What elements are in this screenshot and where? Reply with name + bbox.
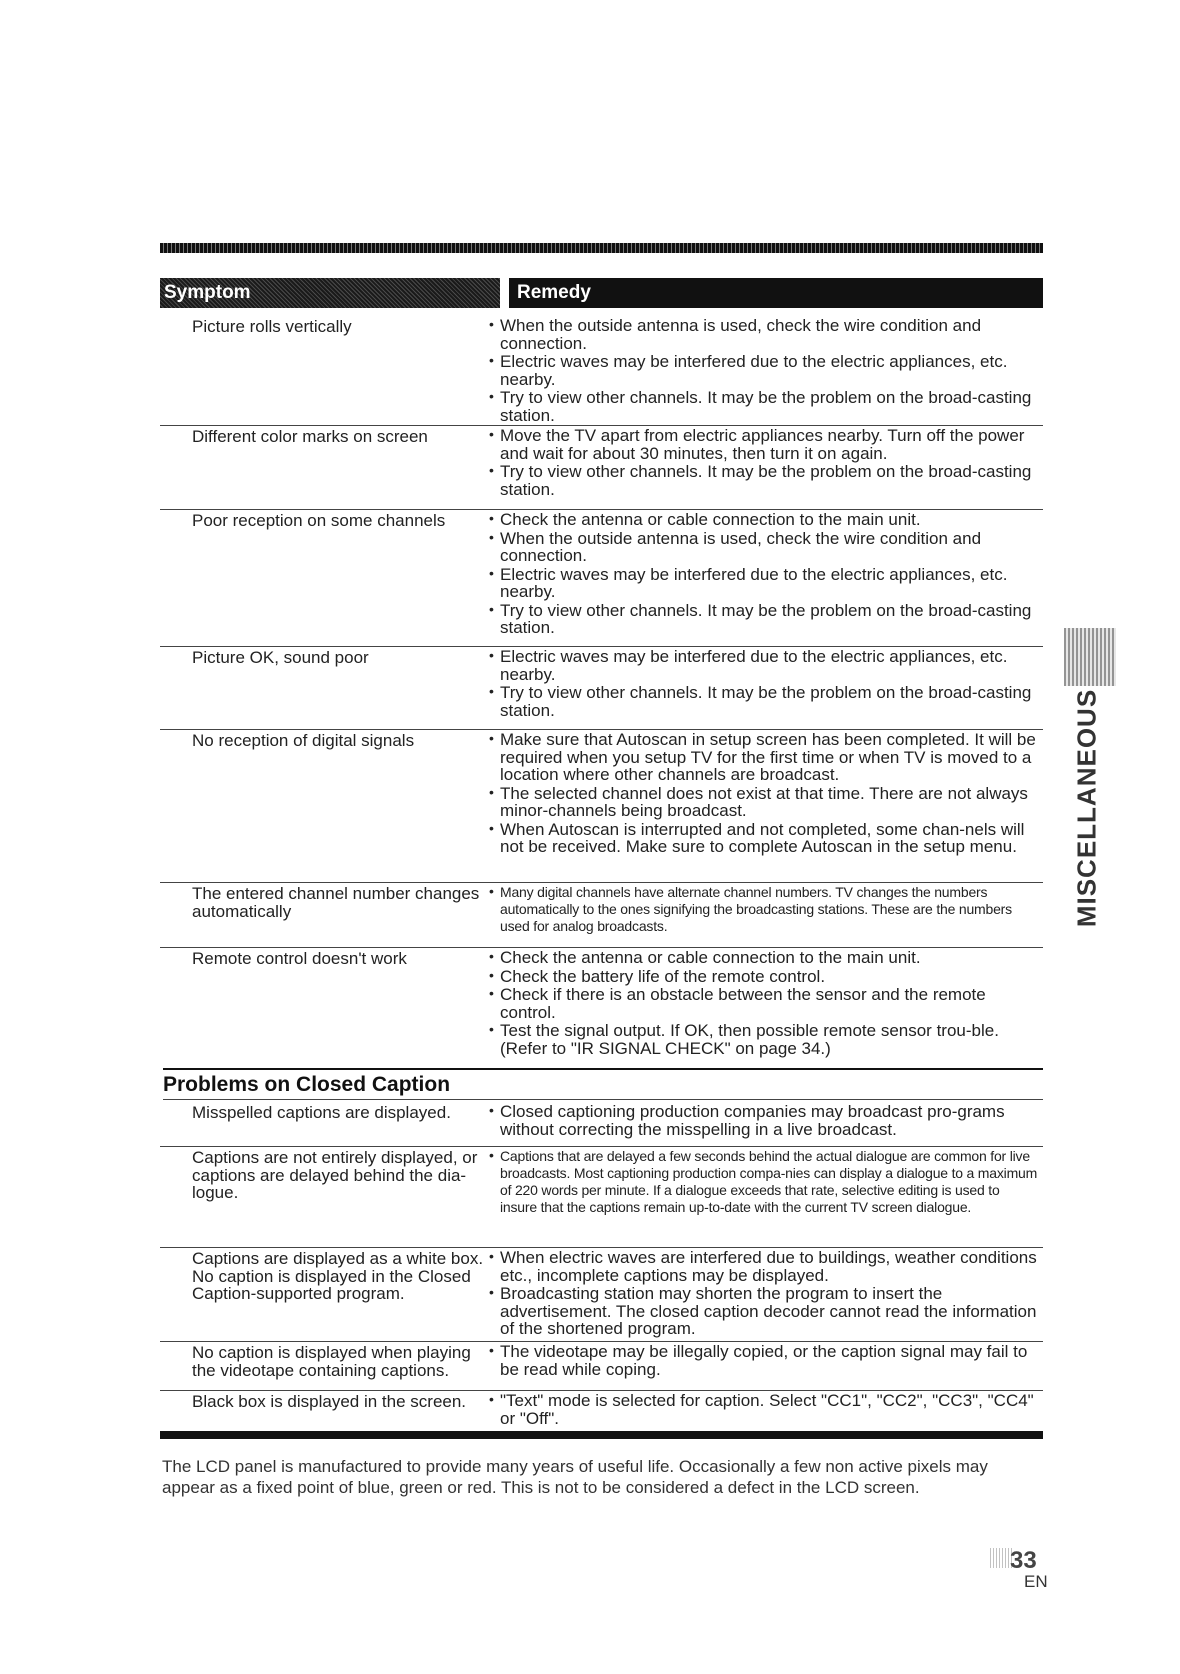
- symptom-cell: Picture OK, sound poor: [192, 648, 369, 667]
- remedy-item: • "Text" mode is selected for caption. Select "CC1", "CC2", "CC3", "CC4" or "Off".: [484, 1391, 1039, 1427]
- remedy-item: • Make sure that Autoscan in setup screen has been completed. It will be required when you setup TV for the first time or when TV is moved to a location where other channels are broadcast.: [484, 730, 1039, 784]
- remedy-item: • When Autoscan is interrupted and not completed, some chan-nels will not be received. Make sure to complete Autoscan in the setup menu.: [484, 820, 1039, 856]
- table-row: [160, 510, 1043, 647]
- remedy-item: • Captions that are delayed a few seconds behind the actual dialogue are common for live broadcasts. Most captioning production compa-nies can display a dialogue to a maximum of 220 words per minute. If a dialogue exceeds that rate, selective editing is used to insure that the captions remain up-to-date with the current TV screen dialogue.: [484, 1147, 1039, 1216]
- symptom-cell: Misspelled captions are displayed.: [192, 1103, 451, 1122]
- remedy-item: • The selected channel does not exist at that time. There are not always minor-channels being broadcast.: [484, 784, 1039, 820]
- remedy-header-label: Remedy: [517, 282, 591, 303]
- symptom-cell: Poor reception on some channels: [192, 511, 446, 530]
- remedy-item: • Move the TV apart from electric appliances nearby. Turn off the power and wait for about 30 minutes, then turn it on again.: [484, 426, 1039, 462]
- remedy-cell: [484, 647, 1043, 729]
- remedy-cell: [484, 426, 1043, 509]
- remedy-cell: [484, 1248, 1043, 1341]
- table-row: [160, 1391, 1043, 1435]
- symptom-cell: The entered channel number changes automatically: [192, 884, 480, 921]
- lcd-panel-note: The LCD panel is manufactured to provide many years of useful life. Occasionally a few non active pixels may appear as a fixed point of blue, green or red. This is not to be considered a defect in the LCD screen.: [162, 1457, 988, 1497]
- symptom-cell: [160, 1248, 484, 1341]
- symptom-cell: Picture rolls vertically: [192, 317, 352, 336]
- table-row: [160, 1147, 1043, 1248]
- remedy-item: • Try to view other channels. It may be the problem on the broad-casting station.: [484, 388, 1039, 424]
- symptom-text: No caption is displayed in the Closed Caption-supported program.: [192, 1266, 471, 1303]
- top-rule: [160, 243, 1043, 253]
- remedy-item: • Test the signal output. If OK, then possible remote sensor trou-ble. (Refer to "IR SIGNAL CHECK" on page 34.): [484, 1021, 1039, 1057]
- symptom-cell: Different color marks on screen: [192, 427, 428, 446]
- remedy-item: • When the outside antenna is used, check the wire condition and connection.: [484, 529, 1039, 565]
- remedy-item: • Try to view other channels. It may be the problem on the broad-casting station.: [484, 601, 1039, 637]
- remedy-item: • Electric waves may be interfered due to the electric appliances, etc. nearby.: [484, 565, 1039, 601]
- symptom-cell: Captions are not entirely displayed, or captions are delayed behind the dia-logue.: [192, 1148, 478, 1202]
- table-row: [160, 1342, 1043, 1391]
- remedy-item: • When the outside antenna is used, check the wire condition and connection.: [484, 316, 1039, 352]
- remedy-item: • Electric waves may be interfered due to the electric appliances, etc. nearby.: [484, 647, 1039, 683]
- table-row: [160, 316, 1043, 426]
- page-number: 33: [1010, 1547, 1037, 1574]
- closed-caption-table: [160, 1102, 1043, 1435]
- table-row: [160, 730, 1043, 883]
- remedy-item: • Broadcasting station may shorten the program to insert the advertisement. The closed caption decoder cannot read the information of the shortened program.: [484, 1284, 1039, 1338]
- troubleshooting-table: [160, 316, 1043, 1064]
- remedy-item: • When electric waves are interfered due to buildings, weather conditions etc., incomplete captions may be displayed.: [484, 1248, 1039, 1284]
- section-tab-marker: [1064, 628, 1116, 686]
- symptom-text: Captions are displayed as a white box.: [192, 1249, 484, 1268]
- remedy-item: • The videotape may be illegally copied, or the caption signal may fail to be read while coping.: [484, 1342, 1039, 1378]
- table-row: [160, 426, 1043, 510]
- remedy-item: • Many digital channels have alternate channel numbers. TV changes the numbers automatically to the ones signifying the broadcasting stations. These are the numbers used for analog broadcasts.: [484, 883, 1039, 935]
- bottom-rule: [160, 1431, 1043, 1439]
- remedy-item: • Check the antenna or cable connection to the main unit.: [484, 948, 1039, 967]
- symptom-cell: Remote control doesn't work: [192, 949, 407, 968]
- remedy-item: • Electric waves may be interfered due to the electric appliances, etc. nearby.: [484, 352, 1039, 388]
- section-title: Problems on Closed Caption: [163, 1073, 451, 1096]
- remedy-cell: [484, 1342, 1043, 1390]
- remedy-item: • Check the battery life of the remote control.: [484, 967, 1039, 986]
- remedy-column-header: [509, 278, 1043, 308]
- remedy-cell: [484, 1391, 1043, 1435]
- table-header: [160, 278, 1043, 308]
- symptom-cell: No caption is displayed when playing the videotape containing captions.: [192, 1343, 471, 1380]
- table-row: [160, 883, 1043, 948]
- symptom-cell: No reception of digital signals: [192, 731, 415, 750]
- table-row: [160, 948, 1043, 1064]
- symptom-header-label: Symptom: [164, 282, 251, 303]
- remedy-item: • Check the antenna or cable connection to the main unit.: [484, 510, 1039, 529]
- closed-caption-heading: [163, 1068, 1043, 1100]
- page-number-decoration: [990, 1548, 1012, 1568]
- remedy-cell: [484, 510, 1043, 646]
- remedy-item: • Try to view other channels. It may be the problem on the broad-casting station.: [484, 462, 1039, 498]
- page-language: EN: [1024, 1572, 1048, 1591]
- remedy-cell: [484, 948, 1043, 1064]
- table-row: [160, 1102, 1043, 1147]
- remedy-item: • Check if there is an obstacle between the sensor and the remote control.: [484, 985, 1039, 1021]
- table-row: [160, 1248, 1043, 1342]
- remedy-item: • Try to view other channels. It may be the problem on the broad-casting station.: [484, 683, 1039, 719]
- symptom-cell: Black box is displayed in the screen.: [192, 1392, 467, 1411]
- remedy-cell: [484, 1102, 1043, 1146]
- remedy-cell: [484, 316, 1043, 425]
- table-row: [160, 647, 1043, 730]
- symptom-column-header: [160, 278, 500, 308]
- remedy-cell: [484, 730, 1043, 882]
- remedy-cell: [484, 1147, 1043, 1247]
- side-section-label: MISCELLANEOUS: [1071, 688, 1102, 928]
- remedy-item: • Closed captioning production companies may broadcast pro-grams without correcting the misspelling in a live broadcast.: [484, 1102, 1039, 1138]
- remedy-cell: [484, 883, 1043, 947]
